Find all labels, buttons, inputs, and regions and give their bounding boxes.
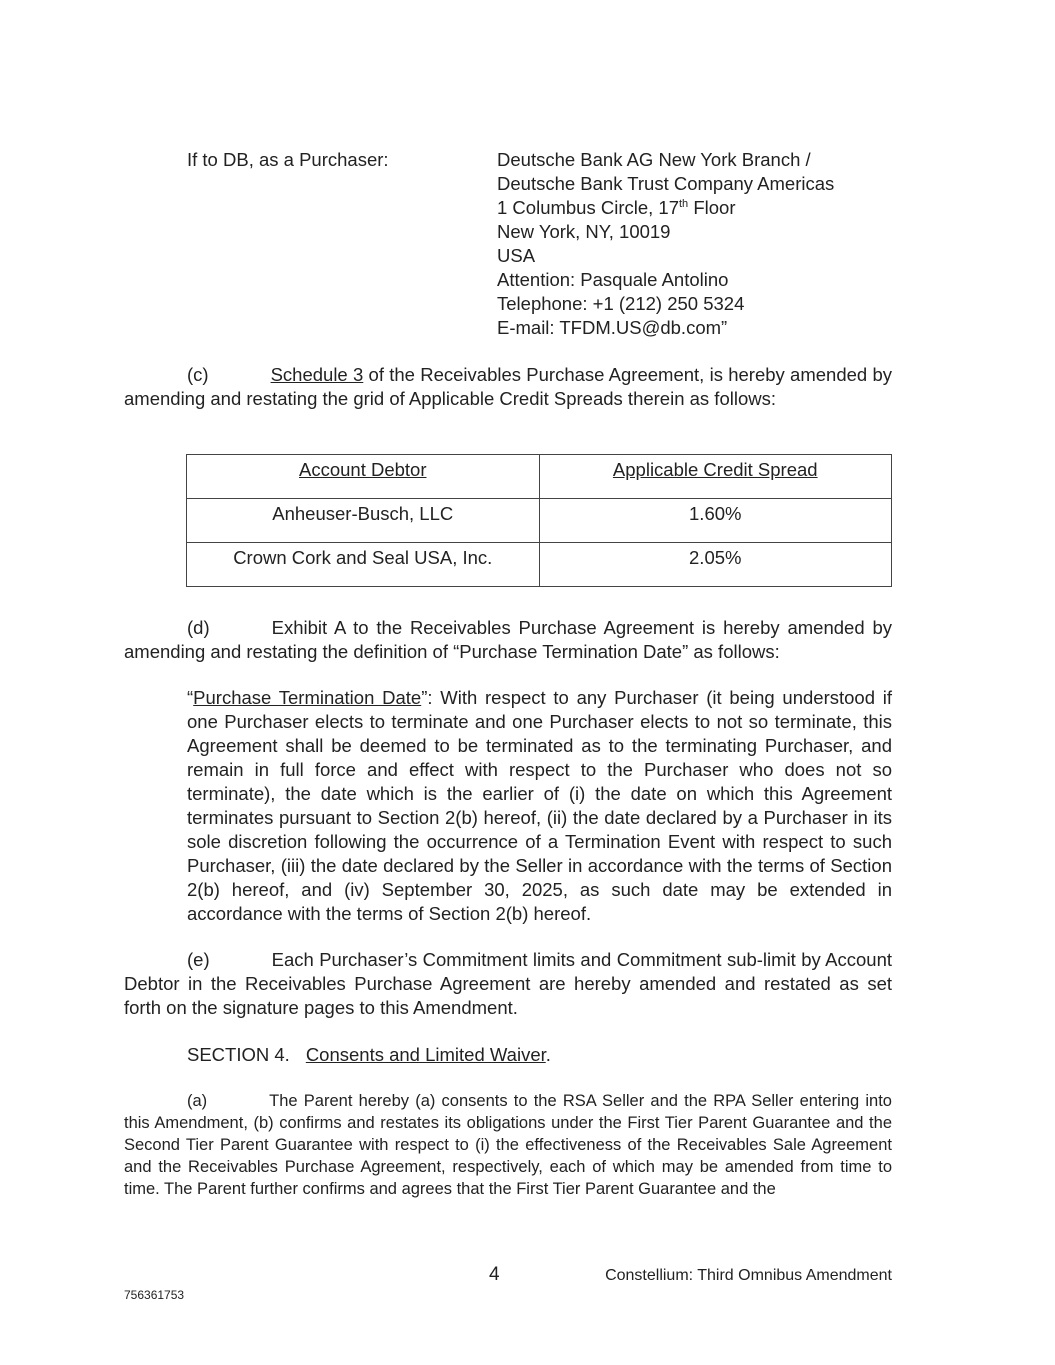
paragraph-marker: (d) [187,617,210,638]
table-row [187,543,892,587]
table-header: Account Debtor [187,455,540,499]
table-cell: 1.60% [539,499,892,543]
paragraph-d: (d) Exhibit A to the Receivables Purchase Agreement is hereby amended by amending and restating the definition of “Purchase Termination Date” as follows: [124,617,892,662]
notice-address [497,148,917,340]
page-number: 4 [489,1264,500,1285]
section-title: Consents and Limited Waiver [305,1044,546,1065]
table-row [187,499,892,543]
paragraph-e: (e) Each Purchaser’s Commitment limits and Commitment sub-limit by Account Debtor in the Receivables Purchase Agreement are hereby amended and restated as set forth on the signature pages to this Amendment. [124,949,892,1018]
definition-block: “Purchase Termination Date”: With respect to any Purchaser (it being understood if one Purchaser elects to terminate and one Purchaser elects to not so terminate, this Agreement shall be deemed to be terminated as to the terminating Purchaser, and remain in full force and effect with respect to the Purchaser who does not so terminate), the date which is the earlier of (i) the date on which this Agreement terminates pursuant to Section 2(b) hereof, (ii) the date declared by a Purchaser in its sole discretion following the occurrence of a Termination Event with respect to such Purchaser, (iii) the date declared by the Seller in accordance with the terms of Section 2(b) hereof, and (iv) September 30, 2025, as such date may be extended in accordance with the terms of Section 2(b) hereof. [187,687,892,924]
paragraph-marker: (c) [187,364,209,385]
address-line: USA [497,245,536,266]
table-cell: Crown Cork and Seal USA, Inc. [187,543,540,587]
schedule-reference: Schedule 3 [270,364,364,385]
paragraph-c: (c) Schedule 3 of the Receivables Purchase Agreement, is hereby amended by amending and restating the grid of Applicable Credit Spreads therein as follows: [124,364,892,409]
document-title: Constellium: Third Omnibus Amendment [605,1267,892,1284]
table-header-row [187,455,892,499]
address-email: E-mail: TFDM.US@db.com” [497,317,728,338]
address-line: 1 Columbus Circle, 17th Floor [497,197,736,218]
notice-label: If to DB, as a Purchaser: [187,149,389,170]
paragraph-marker: (a) [187,1092,208,1110]
address-line: Deutsche Bank Trust Company Americas [497,173,835,194]
table-cell: Anheuser-Busch, LLC [187,499,540,543]
credit-spread-table [186,454,892,587]
table-header: Applicable Credit Spread [539,455,892,499]
address-line: New York, NY, 10019 [497,221,671,242]
address-telephone: Telephone: +1 (212) 250 5324 [497,293,745,314]
paragraph-marker: (e) [187,949,210,970]
address-attention: Attention: Pasquale Antolino [497,269,729,290]
defined-term: Purchase Termination Date [193,687,422,708]
paragraph-a: (a) The Parent hereby (a) consents to the RSA Seller and the RPA Seller entering into this Amendment, (b) confirms and restates its obligations under the First Tier Parent Guarantee and the Second Tier Parent Guarantee with respect to (i) the effectiveness of the Receivables Sale Agreement and the Receivables Purchase Agreement, respectively, each of which may be amended from time to time. The Parent further confirms and agrees that the First Tier Parent Guarantee and the [124,1092,892,1198]
section-heading: SECTION 4. Consents and Limited Waiver. [187,1044,551,1065]
address-line: Deutsche Bank AG New York Branch / [497,149,811,170]
document-id: 756361753 [124,1288,185,1302]
table-cell: 2.05% [539,543,892,587]
